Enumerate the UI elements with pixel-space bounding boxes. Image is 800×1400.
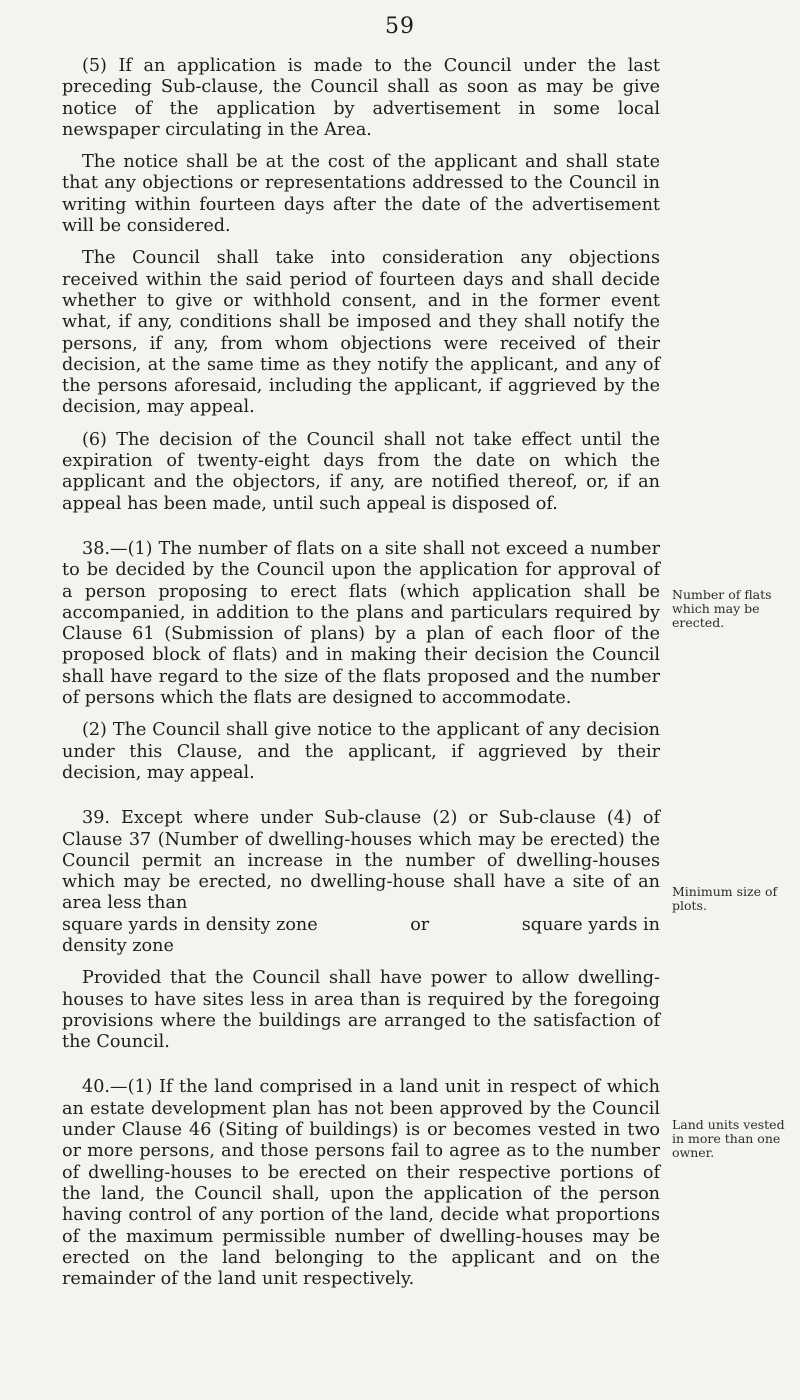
- paragraph-notice: The notice shall be at the cost of the applicant and shall state that any objections or representations addressed to the Council in writing within fourteen days after the date of the advertisement will be considered.: [62, 152, 660, 237]
- paragraph-subclause-5: (5) If an application is made to the Council under the last preceding Sub-clause, the Council shall as soon as may be give notice of the application by advertisement in some local newspaper circulating in the Area.: [62, 56, 660, 140]
- clause-38-subclause-2: (2) The Council shall give notice to the applicant of any decision under this Clause, and the applicant, if aggrieved by their decision, may appeal.: [62, 720, 660, 783]
- margin-note-land-units: Land units vested in more than one owner.: [672, 1117, 785, 1160]
- clause-39-density-zone: density zone: [62, 935, 174, 956]
- margin-note-flats: Number of flats which may be erected.: [672, 587, 772, 630]
- clause-40-subclause-1: 40.—(1) If the land comprised in a land unit in respect of which an estate development plan has not been approved by the Council under Clause 46 (Siting of buildings) is or becomes vested in two or more persons, and those persons fail to agree as to the number of dwelling-houses to be erected on their respective portions of the land, the Council shall, upon the application of the person having control of any portion of the land, decide what proportions of the maximum permissible number of dwelling-houses may be erected on the land belonging to the applicant and on the remainder of the land unit respectively.: [62, 1077, 660, 1290]
- clause-38-subclause-1: 38.—(1) The number of flats on a site shall not exceed a number to be decided by the Council upon the application for approval of a person proposing to erect flats (which application shall be accompanied, in addition to the plans and particulars required by Clause 61 (Submission of plans) by a plan of each floor of the proposed block of flats) and in making their decision the Council shall have regard to the size of the flats proposed and the number of persons which the flats are designed to accommodate.: [62, 538, 660, 709]
- clause-39-area-line: [62, 915, 660, 936]
- paragraph-consideration: The Council shall take into consideration any objections received within the said period of fourteen days and shall decide whether to give or withhold consent, and in the former event what, if any, conditions shall be imposed and they shall notify the persons, if any, from whom objections were received of their decision, at the same time as they notify the applicant, and any of the persons aforesaid, including the applicant, if aggrieved by the decision, may appeal.: [62, 248, 660, 418]
- paragraph-subclause-6: (6) The decision of the Council shall not take effect until the expiration of twenty-eight days from the date on which the applicant and the objectors, if any, are notified thereof, or, if an appeal has been made, until such appeal is disposed of.: [62, 429, 660, 514]
- clause-39: 39. Except where under Sub-clause (2) or Sub-clause (4) of Clause 37 (Number of dwelling-houses which may be erected) the Council permit an increase in the number of dwelling-houses which may be erected, no dwelling-house shall have a site of an area less than: [62, 808, 660, 914]
- main-text-column: [62, 56, 660, 1290]
- margin-note-plot-size: Minimum size of plots.: [672, 884, 778, 913]
- page-number: 59: [385, 14, 415, 39]
- clause-39-square-yards-left: square yards in density zone: [62, 914, 318, 935]
- clause-39-proviso: Provided that the Council shall have power to allow dwelling-houses to have sites less in area than is required by the foregoing provisions where the buildings are arranged to the satisfaction of the Council.: [62, 968, 660, 1053]
- clause-39-or: or: [410, 914, 430, 935]
- clause-39-square-yards-right: square yards in: [521, 914, 660, 935]
